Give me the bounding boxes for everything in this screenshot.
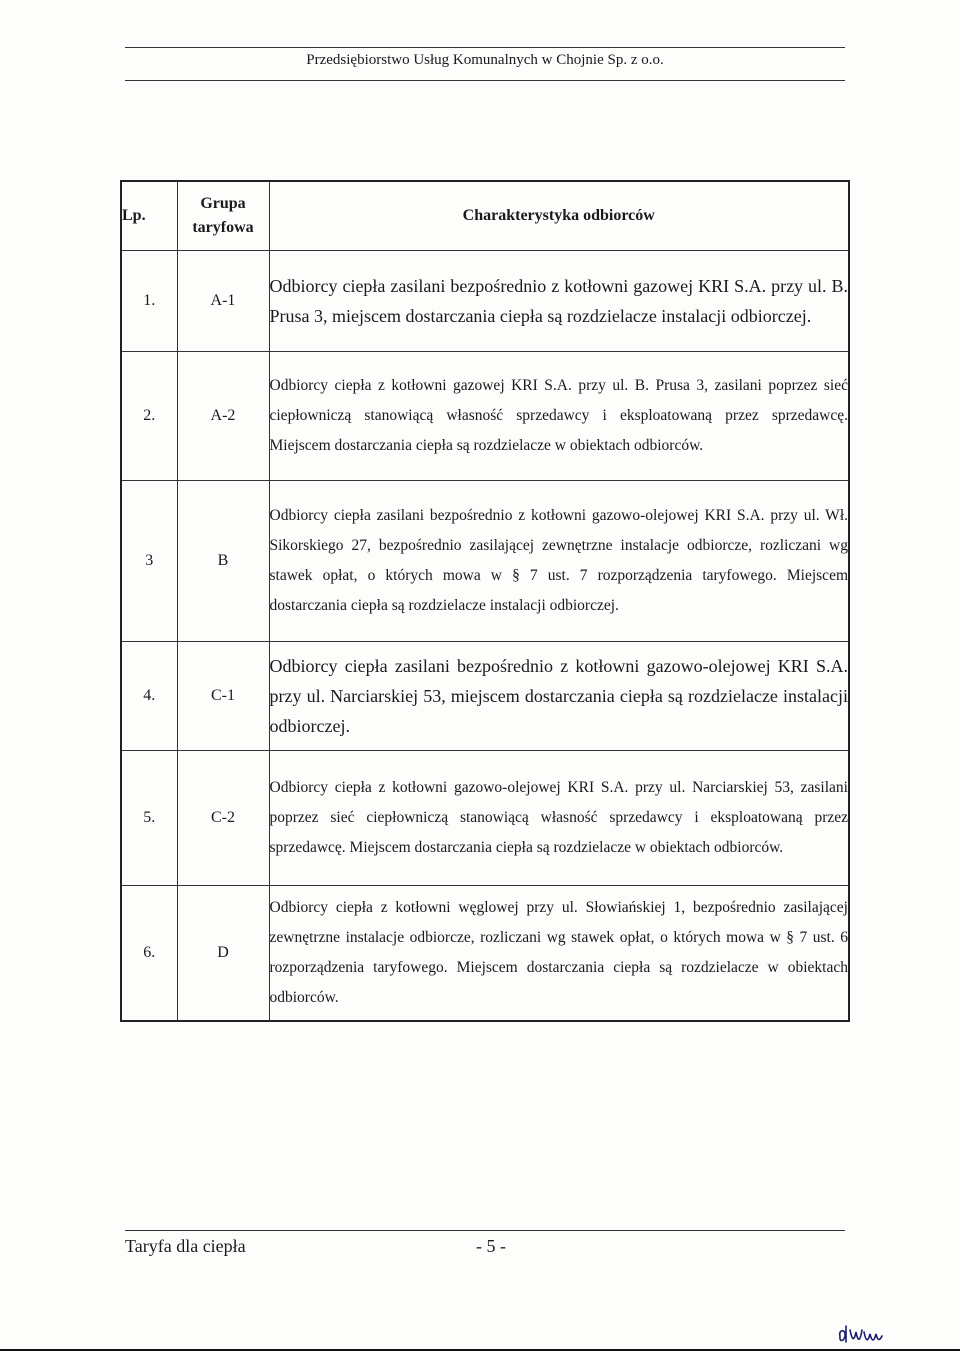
row-description: Odbiorcy ciepła z kotłowni węglowej przy ul. Słowiańskiej 1, bezpośrednio zasilającej zewnętrzne instalacje odbiorcze, rozliczani wg stawek opłat, o których mowa w § 7 ust. 6 rozporządzenia taryfowego. Miejscem dostarczania ciepła są rozdzielacze w obiektach odbiorców. bbox=[269, 886, 849, 1022]
row-group: C-2 bbox=[177, 751, 269, 886]
row-description: Odbiorcy ciepła zasilani bezpośrednio z kotłowni gazowej KRI S.A. przy ul. B. Prusa 3, miejscem dostarczania ciepła są rozdzielacze instalacji odbiorczej. bbox=[269, 251, 849, 352]
row-group: A-2 bbox=[177, 352, 269, 481]
page-bottom-edge bbox=[0, 1349, 960, 1351]
footer-title: Taryfa dla ciepła bbox=[125, 1236, 246, 1256]
company-header: Przedsiębiorstwo Usług Komunalnych w Chojnie Sp. z o.o. bbox=[306, 52, 664, 68]
row-description: Odbiorcy ciepła zasilani bezpośrednio z kotłowni gazowo-olejowej KRI S.A. przy ul. Narciarskiej 53, miejscem dostarczania ciepła są rozdzielacze instalacji odbiorczej. bbox=[269, 642, 849, 751]
header-lp: Lp. bbox=[121, 181, 177, 251]
row-group: C-1 bbox=[177, 642, 269, 751]
row-lp: 3 bbox=[121, 481, 177, 642]
table-row bbox=[121, 352, 849, 481]
table-row bbox=[121, 751, 849, 886]
row-lp: 5. bbox=[121, 751, 177, 886]
header-group-line1: Grupa bbox=[200, 195, 246, 212]
row-lp: 4. bbox=[121, 642, 177, 751]
header-group bbox=[177, 181, 269, 251]
table-row bbox=[121, 251, 849, 352]
row-description: Odbiorcy ciepła z kotłowni gazowo-olejowej KRI S.A. przy ul. Narciarskiej 53, zasilani poprzez sieć ciepłowniczą stanowiącą własność sprzedawcy i eksploatowaną przez sprzedawcę. Miejscem dostarczania ciepła są rozdzielacze w obiektach odbiorców. bbox=[269, 751, 849, 886]
row-group: A-1 bbox=[177, 251, 269, 352]
table-row bbox=[121, 642, 849, 751]
row-group: D bbox=[177, 886, 269, 1022]
row-group: B bbox=[177, 481, 269, 642]
handwritten-initials bbox=[836, 1322, 886, 1348]
page-number: - 5 - bbox=[476, 1236, 506, 1256]
table-row bbox=[121, 481, 849, 642]
row-lp: 2. bbox=[121, 352, 177, 481]
row-description: Odbiorcy ciepła z kotłowni gazowej KRI S.A. przy ul. B. Prusa 3, zasilani poprzez sieć ciepłowniczą stanowiącą własność sprzedawcy i eksploatowaną przez sprzedawcę. Miejscem dostarczania ciepła są rozdzielacze w obiektach odbiorców. bbox=[269, 352, 849, 481]
footer-rule bbox=[125, 1230, 845, 1231]
table-header-row bbox=[121, 181, 849, 251]
header-group-line2: taryfowa bbox=[192, 219, 254, 236]
header-characteristics: Charakterystyka odbiorców bbox=[269, 181, 849, 251]
table-row bbox=[121, 886, 849, 1022]
tariff-groups-table bbox=[120, 180, 850, 1022]
row-description: Odbiorcy ciepła zasilani bezpośrednio z kotłowni gazowo-olejowej KRI S.A. przy ul. Wł. Sikorskiego 27, bezpośrednio zasilającej zewnętrzne instalacje odbiorcze, rozliczani wg stawek opłat, o których mowa w § 7 ust. 7 rozporządzenia taryfowego. Miejscem dostarczania ciepła są rozdzielacze instalacji odbiorczej. bbox=[269, 481, 849, 642]
row-lp: 1. bbox=[121, 251, 177, 352]
header-rule-top bbox=[125, 47, 845, 48]
row-lp: 6. bbox=[121, 886, 177, 1022]
header-rule-bottom bbox=[125, 80, 845, 81]
